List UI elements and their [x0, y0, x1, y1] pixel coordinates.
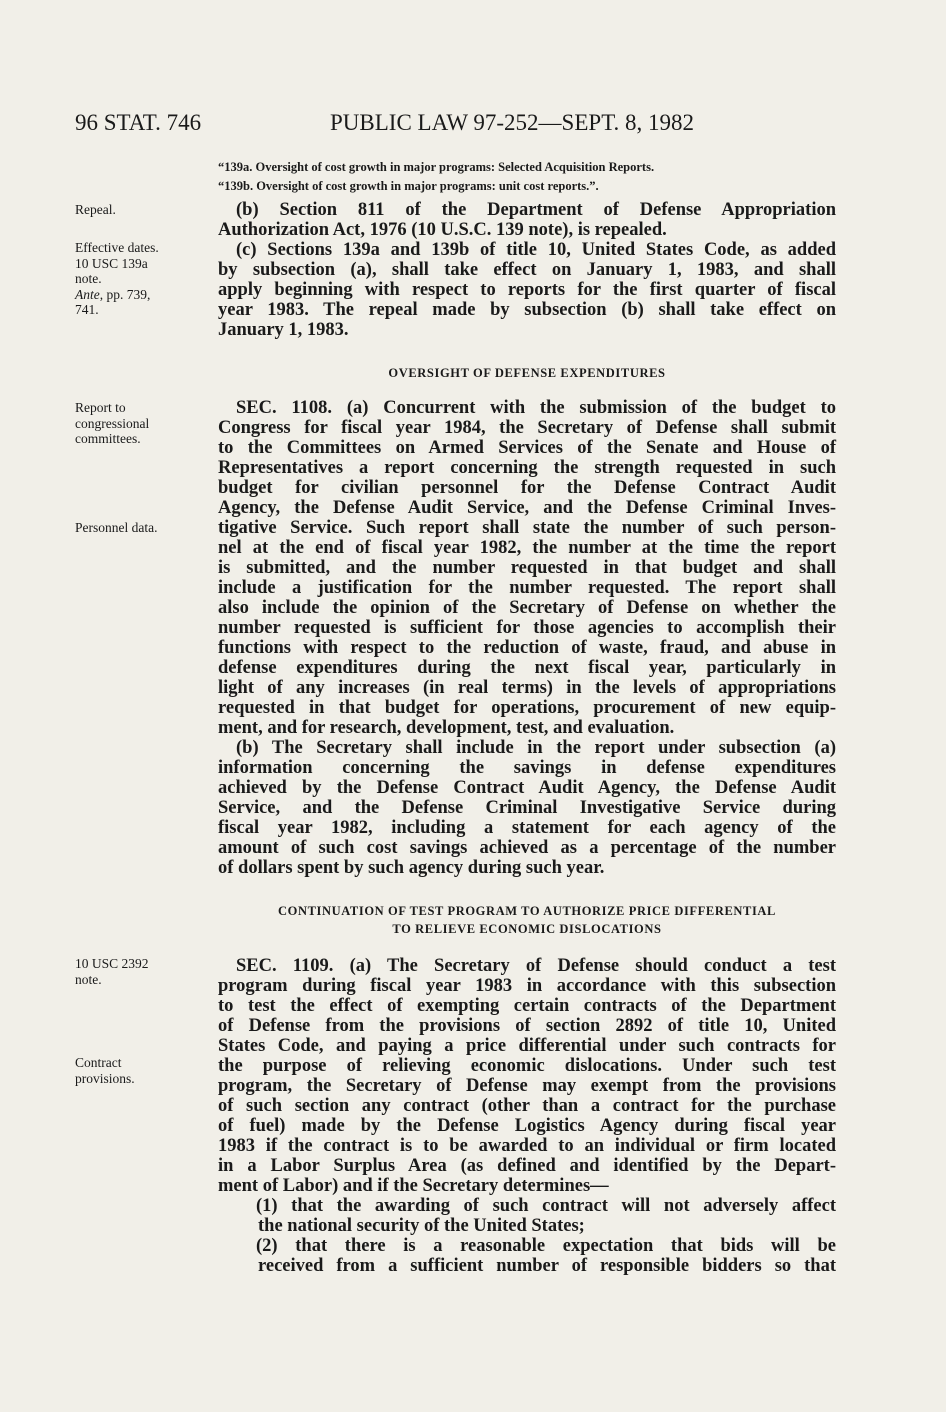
margin-note-usc-2392: 10 USC 2392 note. — [75, 956, 149, 987]
margin-note-effective-dates: Effective dates. 10 USC 139a note. Ante, pp. 739, 741. — [75, 240, 159, 317]
margin-note-contract: Contract provisions. — [75, 1055, 135, 1086]
margin-note-report: Report to congressional committees. — [75, 400, 150, 446]
margin-note-repeal: Repeal. — [75, 202, 116, 217]
statute-page-number: 96 STAT. 746 — [75, 110, 202, 135]
heading-continuation-line-2: TO RELIEVE ECONOMIC DISLOCATIONS — [392, 922, 662, 936]
heading-continuation-line-1: CONTINUATION OF TEST PROGRAM TO AUTHORIZE PRICE DIFFERENTIAL — [278, 904, 776, 918]
heading-oversight: OVERSIGHT OF DEFENSE EXPENDITURES — [388, 366, 666, 380]
public-law-title: PUBLIC LAW 97-252—SEPT. 8, 1982 — [330, 110, 695, 135]
margin-note-personnel: Personnel data. — [75, 520, 158, 535]
